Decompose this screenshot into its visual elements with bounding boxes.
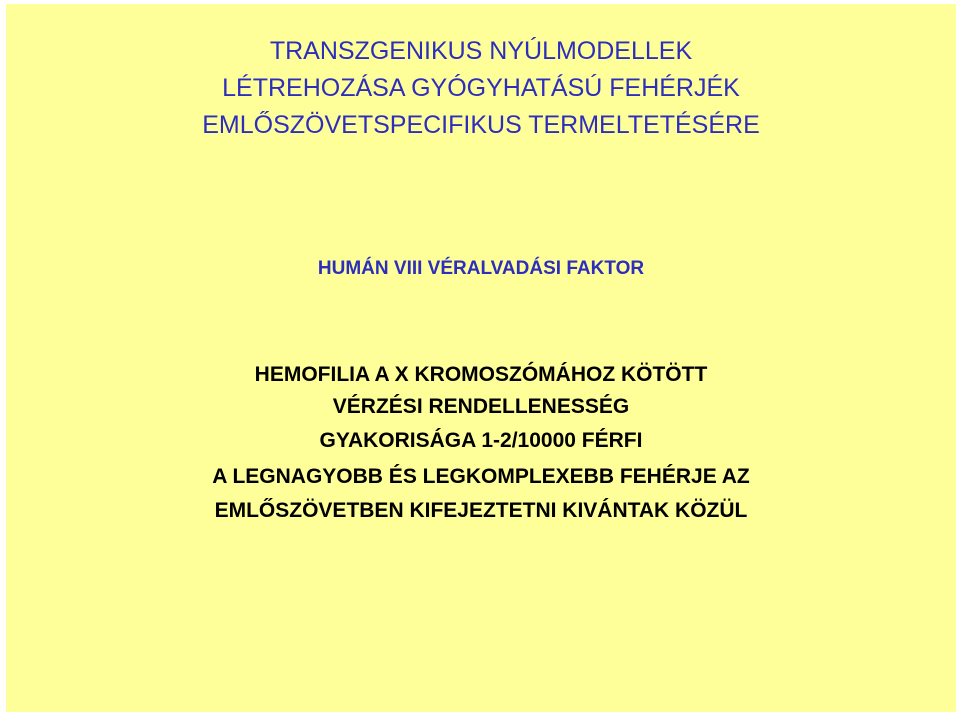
body-line-2: VÉRZÉSI RENDELLENESSÉG: [332, 395, 630, 418]
body-line-4: A LEGNAGYOBB ÉS LEGKOMPLEXEBB FEHÉRJE AZ: [212, 465, 750, 488]
subtitle: HUMÁN VIII VÉRALVADÁSI FAKTOR: [317, 258, 645, 279]
title-line-3: EMLŐSZÖVETSPECIFIKUS TERMELTETÉSÉRE: [202, 111, 760, 139]
slide: [6, 4, 956, 712]
title-line-2: LÉTREHOZÁSA GYÓGYHATÁSÚ FEHÉRJÉK: [222, 74, 740, 102]
body-line-1: HEMOFILIA A X KROMOSZÓMÁHOZ KÖTÖTT: [254, 363, 708, 386]
title-line-1: TRANSZGENIKUS NYÚLMODELLEK: [269, 37, 693, 65]
body-line-5: EMLŐSZÖVETBEN KIFEJEZTETNI KIVÁNTAK KÖZÜL: [214, 499, 748, 522]
body-line-3: GYAKORISÁGA 1-2/10000 FÉRFI: [319, 429, 643, 452]
